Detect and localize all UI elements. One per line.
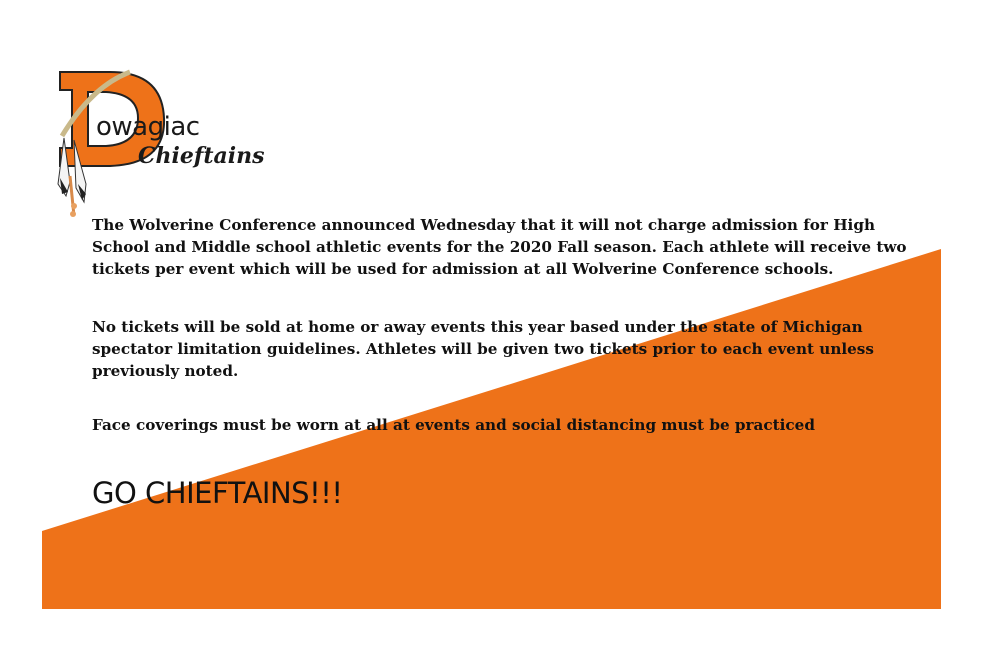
logo-text-dowagiac: owagiac — [96, 112, 200, 142]
tickets-paragraph: No tickets will be sold at home or away events this year based under the state of Michigan spectator limitation guidelines. Athletes will be given two tickets prior to each event unless previously noted. — [92, 318, 874, 380]
face-coverings-paragraph: Face coverings must be worn at all at events and social distancing must be practiced — [92, 416, 815, 434]
go-chieftains-slogan: GO CHIEFTAINS!!! — [92, 476, 343, 510]
admission-announcement-paragraph: The Wolverine Conference announced Wednesday that it will not charge admission for High School and Middle school athletic events for the 2020 Fall season. Each athlete will receive two tickets per event which will be used for admission at all Wolverine Conference schools. — [92, 216, 907, 278]
logo-text-chieftains: Chieftains — [138, 143, 265, 169]
